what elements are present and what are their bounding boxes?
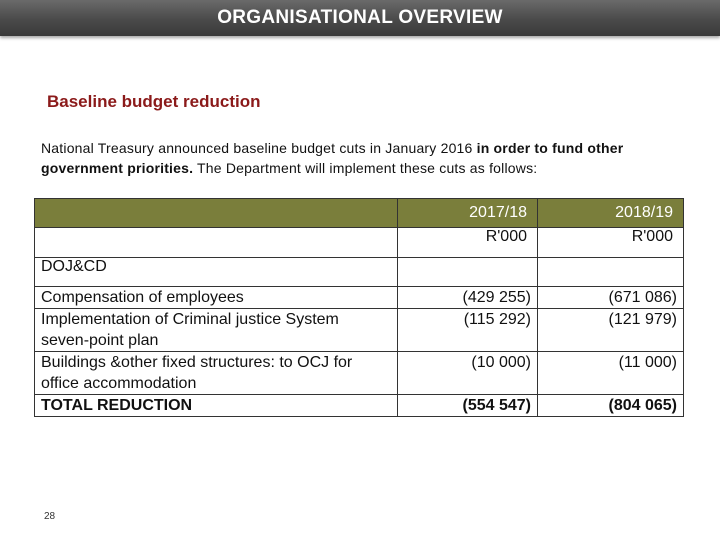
intro-paragraph <box>41 138 681 178</box>
page-number: 28 <box>44 511 56 522</box>
unit-2017-18: R'000 <box>398 228 538 258</box>
unit-2018-19: R'000 <box>538 228 684 258</box>
total-value-2018-19: (804 065) <box>538 395 684 417</box>
col-header-2017-18: 2017/18 <box>398 199 538 228</box>
intro-bold-text: in order to fund other government priorities. <box>41 140 624 176</box>
page-title: ORGANISATIONAL OVERVIEW <box>217 7 503 28</box>
intro-text-2: The Department will implement these cuts as follows: <box>193 160 538 176</box>
row-label: Compensation of employees <box>35 287 398 309</box>
total-row <box>35 395 684 417</box>
units-row <box>35 228 684 258</box>
row-value-2017-18: (115 292) <box>398 309 538 352</box>
header-blank-cell <box>35 199 398 228</box>
department-blank-1 <box>398 258 538 287</box>
budget-reduction-table <box>34 198 684 417</box>
title-banner <box>0 0 720 36</box>
intro-text-1: National Treasury announced baseline budget cuts in January 2016 <box>41 140 477 156</box>
department-blank-2 <box>538 258 684 287</box>
table-header-row <box>35 199 684 228</box>
department-label: DOJ&CD <box>35 258 398 287</box>
total-value-2017-18: (554 547) <box>398 395 538 417</box>
row-value-2017-18: (10 000) <box>398 352 538 395</box>
table-row <box>35 287 684 309</box>
row-value-2018-19: (671 086) <box>538 287 684 309</box>
row-value-2017-18: (429 255) <box>398 287 538 309</box>
row-label: Buildings &other fixed structures: to OCJ for office accommodation <box>35 352 398 395</box>
table-row <box>35 309 684 352</box>
table-row <box>35 352 684 395</box>
department-row <box>35 258 684 287</box>
units-blank-cell <box>35 228 398 258</box>
row-value-2018-19: (11 000) <box>538 352 684 395</box>
total-label: TOTAL REDUCTION <box>35 395 398 417</box>
row-value-2018-19: (121 979) <box>538 309 684 352</box>
row-label: Implementation of Criminal justice System seven-point plan <box>35 309 398 352</box>
col-header-2018-19: 2018/19 <box>538 199 684 228</box>
section-title: Baseline budget reduction <box>47 92 261 111</box>
